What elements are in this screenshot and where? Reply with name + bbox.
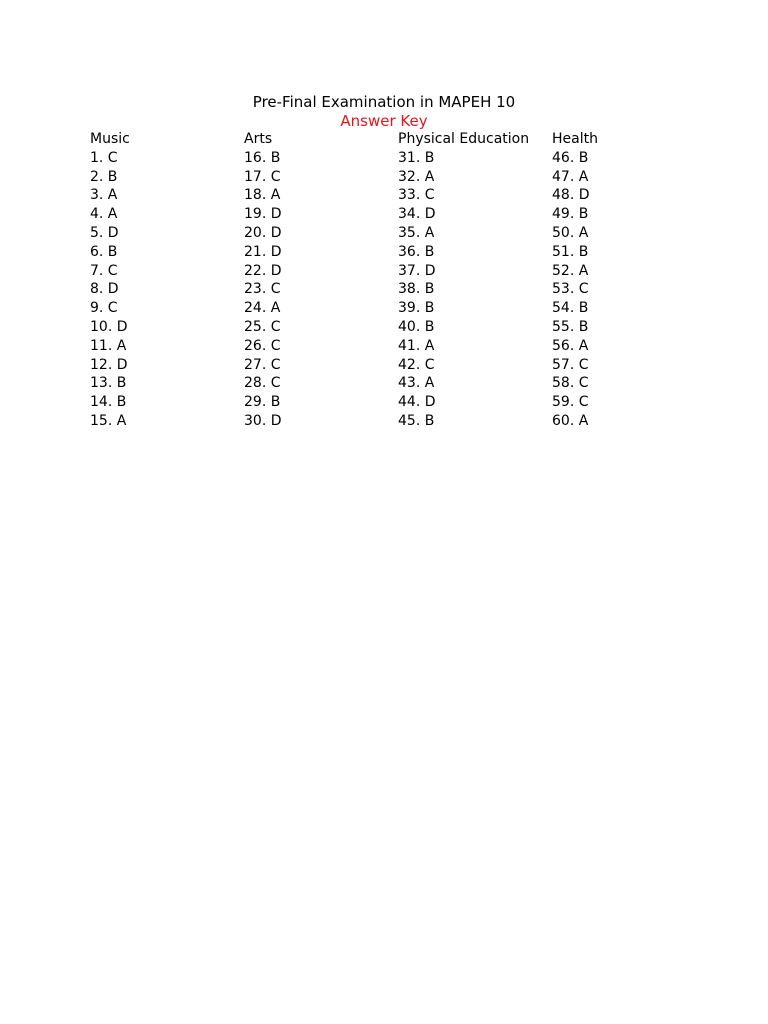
answer-cell: 10. D: [90, 318, 128, 335]
answer-cell: 56. A: [552, 337, 589, 354]
answer-cell: 40. B: [398, 318, 435, 335]
answer-cell: 33. C: [398, 187, 435, 204]
answer-cell: 59. C: [552, 394, 589, 411]
answer-cell: 1. C: [90, 149, 118, 166]
answer-cell: 38. B: [398, 281, 435, 298]
answer-cell: 58. C: [552, 375, 589, 392]
answer-cell: 2. B: [90, 168, 118, 185]
answer-cell: 36. B: [398, 243, 435, 260]
answer-cell: 47. A: [552, 168, 589, 185]
answer-cell: 18. A: [244, 187, 281, 204]
column-physical-education: [398, 130, 529, 431]
answer-cell: 43. A: [398, 375, 435, 392]
answer-cell: 20. D: [244, 224, 282, 241]
answer-cell: 25. C: [244, 318, 281, 335]
page-subtitle: Answer Key: [340, 112, 428, 130]
answer-cell: 21. D: [244, 243, 282, 260]
column-health: [552, 130, 598, 431]
column-header: Health: [552, 131, 598, 147]
column-header: Physical Education: [398, 131, 530, 147]
column-arts: [244, 130, 282, 431]
answer-cell: 23. C: [244, 281, 281, 298]
answer-cell: 55. B: [552, 318, 589, 335]
answer-cell: 9. C: [90, 300, 118, 317]
answer-cell: 48. D: [552, 187, 590, 204]
answer-cell: 45. B: [398, 412, 435, 429]
answer-cell: 53. C: [552, 281, 589, 298]
answer-cell: 6. B: [90, 243, 118, 260]
column-header: Arts: [244, 131, 273, 147]
answer-cell: 31. B: [398, 149, 435, 166]
answer-cell: 7. C: [90, 262, 118, 279]
answer-cell: 4. A: [90, 206, 118, 223]
answer-cell: 37. D: [398, 262, 436, 279]
answer-cell: 42. C: [398, 356, 435, 373]
answer-cell: 60. A: [552, 412, 589, 429]
answer-cell: 27. C: [244, 356, 281, 373]
answer-cell: 17. C: [244, 168, 281, 185]
answer-cell: 44. D: [398, 394, 436, 411]
answer-cell: 29. B: [244, 394, 281, 411]
answer-cell: 16. B: [244, 149, 281, 166]
answer-cell: 34. D: [398, 206, 436, 223]
answer-cell: 13. B: [90, 375, 127, 392]
answer-cell: 32. A: [398, 168, 435, 185]
answer-cell: 15. A: [90, 412, 127, 429]
answer-cell: 30. D: [244, 412, 282, 429]
answer-cell: 49. B: [552, 206, 589, 223]
answer-cell: 8. D: [90, 281, 119, 298]
answer-cell: 11. A: [90, 337, 127, 354]
answer-cell: 35. A: [398, 224, 435, 241]
answer-cell: 28. C: [244, 375, 281, 392]
answer-cell: 39. B: [398, 300, 435, 317]
answer-cell: 24. A: [244, 300, 281, 317]
answer-cell: 3. A: [90, 187, 118, 204]
answer-cell: 46. B: [552, 149, 589, 166]
answer-cell: 5. D: [90, 224, 119, 241]
answer-cell: 52. A: [552, 262, 589, 279]
answer-cell: 50. A: [552, 224, 589, 241]
answer-cell: 57. C: [552, 356, 589, 373]
answer-cell: 19. D: [244, 206, 282, 223]
answer-cell: 41. A: [398, 337, 435, 354]
column-header: Music: [90, 131, 130, 147]
answer-cell: 14. B: [90, 394, 127, 411]
answer-cell: 22. D: [244, 262, 282, 279]
answer-cell: 54. B: [552, 300, 589, 317]
answer-cell: 12. D: [90, 356, 128, 373]
answer-cell: 51. B: [552, 243, 589, 260]
column-music: [90, 130, 130, 431]
page-title: Pre-Final Examination in MAPEH 10: [252, 93, 516, 111]
answer-cell: 26. C: [244, 337, 281, 354]
